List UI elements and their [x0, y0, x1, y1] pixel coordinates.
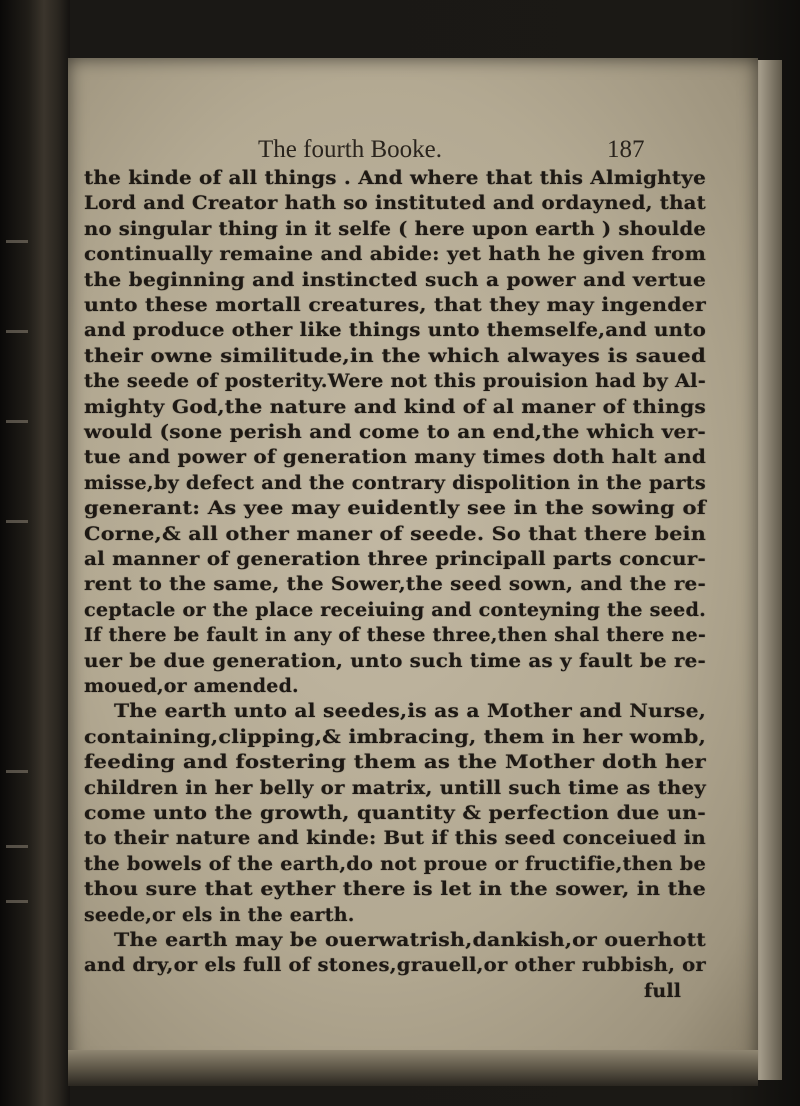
- gutter-mark: [6, 240, 28, 243]
- gutter-mark: [6, 330, 28, 333]
- text-line: mighty God,the nature and kind of al maner of things: [84, 395, 707, 418]
- page-number: 187: [607, 136, 645, 163]
- text-line: come unto the growth, quantity & perfection due un-: [84, 802, 706, 824]
- text-line: to their nature and kinde: But if this seed conceiued in: [84, 827, 706, 850]
- text-line: ceptacle or the place receiuing and conteyning the seed.: [84, 598, 706, 621]
- text-line: uer be due generation, unto such time as y fault be re-: [84, 649, 707, 672]
- text-line: the kinde of all things . And where that this Almightye: [84, 167, 707, 189]
- gutter-mark: [6, 900, 28, 903]
- text-line: would (sone perish and come to an end,the which ver-: [84, 421, 707, 443]
- text-line: the bowels of the earth,do not proue or fructifie,then be: [84, 852, 706, 875]
- text-line: the seede of posterity.Were not this prouision had by Al-: [84, 370, 706, 393]
- running-head: The fourth Booke.: [258, 136, 442, 163]
- text-line: unto these mortall creatures, that they may ingender: [84, 294, 706, 316]
- text-line: al manner of generation three principall parts concur-: [84, 548, 707, 570]
- catchword: full: [644, 979, 682, 1002]
- book-gutter: [0, 0, 70, 1106]
- text-line: The earth may be ouerwatrish,dankish,or ouerhott: [114, 929, 706, 951]
- page-edge-bottom: [68, 1050, 758, 1086]
- text-line: thou sure that eyther there is let in the sower, in the: [84, 878, 706, 901]
- text-line: misse,by defect and the contrary dispolition in the parts: [84, 471, 707, 494]
- gutter-mark: [6, 845, 28, 848]
- gutter-mark: [6, 520, 28, 523]
- text-line: tue and power of generation many times doth halt and: [84, 446, 707, 469]
- text-line: moued,or amended.: [84, 675, 299, 697]
- text-line: no singular thing in it selfe ( here upon earth ) shoulde: [84, 217, 707, 240]
- text-line: containing,clipping,& imbracing, them in her womb,: [84, 725, 707, 748]
- text-line: If there be fault in any of these three,then shal there ne-: [84, 624, 707, 647]
- text-line: feeding and fostering them as the Mother doth her: [84, 751, 707, 774]
- text-line: generant: As yee may euidently see in the sowing of: [84, 497, 706, 520]
- text-line: Lord and Creator hath so instituted and ordayned, that: [84, 192, 707, 215]
- text-line: continually remaine and abide: yet hath he given from: [84, 243, 707, 266]
- text-line: the beginning and instincted such a power and vertue: [84, 268, 706, 291]
- text-line: seede,or els in the earth.: [84, 903, 355, 926]
- text-line: and dry,or els full of stones,grauell,or other rubbish, or: [84, 954, 706, 977]
- text-line: their owne similitude,in the which alwayes is saued: [84, 344, 707, 367]
- text-line: and produce other like things unto themselfe,and unto: [84, 319, 706, 342]
- text-line: Corne,& all other maner of seede. So that there bein: [84, 522, 707, 545]
- gutter-mark: [6, 770, 28, 773]
- text-line: children in her belly or matrix, untill such time as they: [84, 776, 706, 799]
- text-line: The earth unto al seedes,is as a Mother and Nurse,: [114, 700, 707, 723]
- text-line: rent to the same, the Sower,the seed sown, and the re-: [84, 573, 706, 596]
- gutter-mark: [6, 420, 28, 423]
